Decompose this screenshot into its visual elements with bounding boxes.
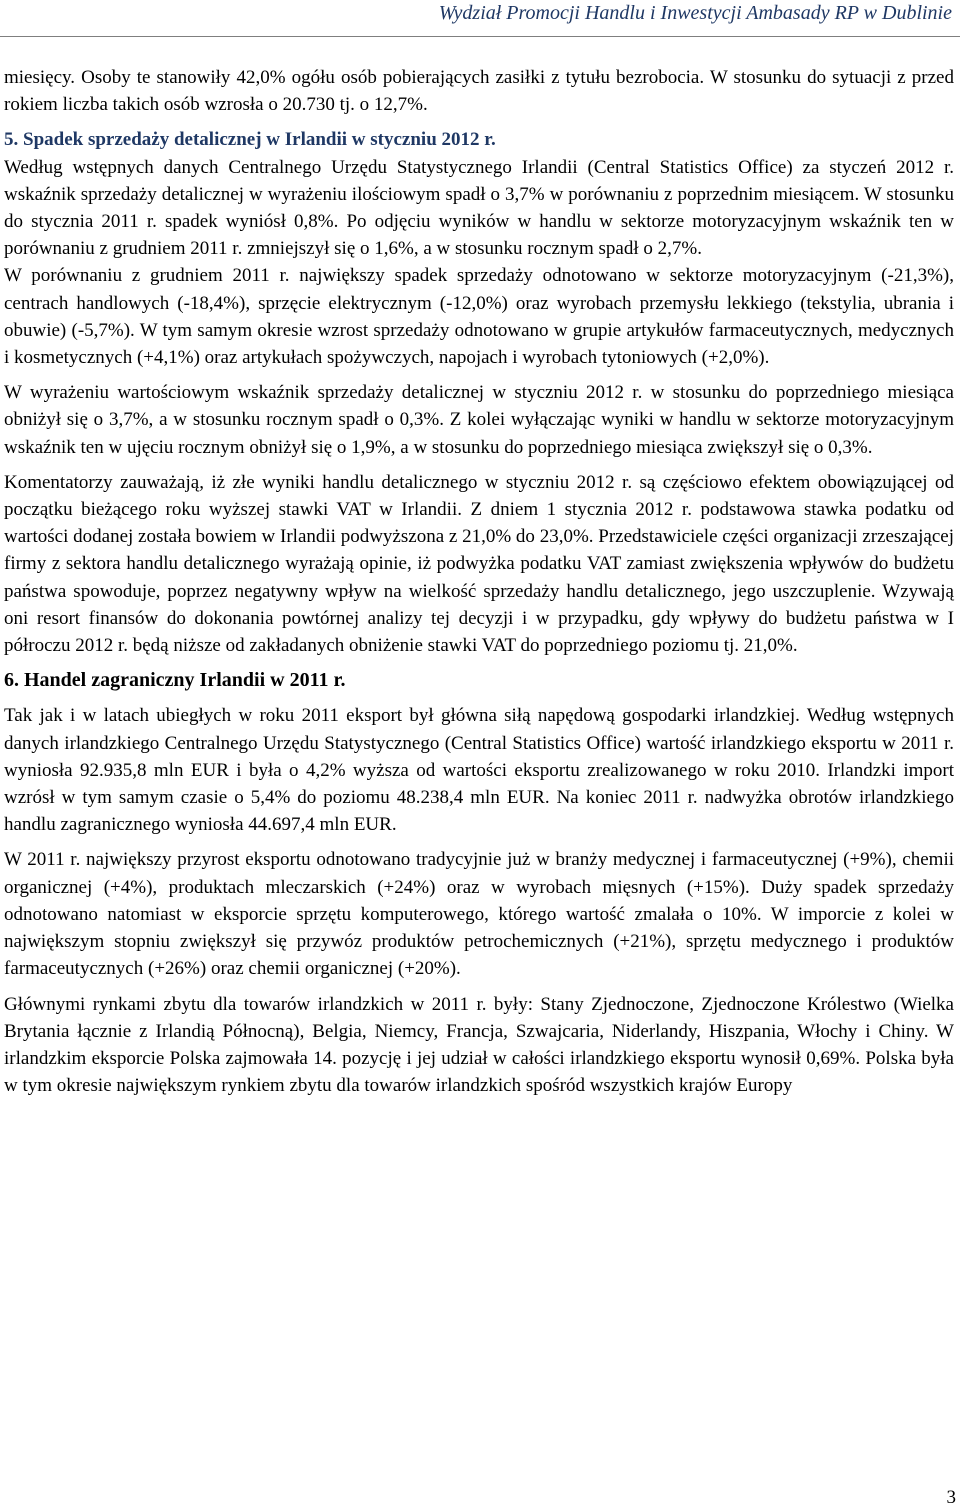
header-divider bbox=[0, 36, 960, 37]
paragraph-exports-overview: Tak jak i w latach ubiegłych w roku 2011 eksport był główna siłą napędową gospodarki irlandzkiej. Według wstępnych danych irlandzkiego Centralnego Urzędu Statystycznego (Central Statistics Office) wartość irlandzkiego eksportu w 2011 r. wyniosła 92.935,8 mln EUR i była o 4,2% wyższa od wartości eksportu zrealizowanego w roku 2010. Irlandzki import wzrósł w tym samym czasie o 5,4% do poziomu 48.238,4 mln EUR. Na koniec 2011 r. nadwyżka obrotów irlandzkiego handlu zagranicznego wyniosła 44.697,4 mln EUR. bbox=[4, 705, 954, 836]
page-header-title: Wydział Promocji Handlu i Inwestycji Ambasady RP w Dublinie bbox=[438, 2, 952, 24]
paragraph-export-markets: Głównymi rynkami zbytu dla towarów irlandzkich w 2011 r. były: Stany Zjednoczone, Zjednoczone Królestwo (Wielka Brytania łącznie z Irlandią Północną), Belgia, Niemcy, Francja, Szwajcaria, Niderlandy, Hiszpania, Włochy i Chiny. W irlandzkim eksporcie Polska zajmowała 14. pozycję i jej udział w całości irlandzkiego eksportu wynosił 0,69%. Polska była w tym okresie największym rynkiem zbytu dla towarów irlandzkich spośród wszystkich krajów Europy bbox=[4, 993, 954, 1097]
paragraph-retail-value: W wyrażeniu wartościowym wskaźnik sprzedaży detalicznej w styczniu 2012 r. w stosunku do poprzedniego miesiąca obniżył się o 3,7%, a w stosunku rocznym spadł o 0,3%. Z kolei wyłączając wyniki w handlu w sektorze motoryzacyjnym wskaźnik ten w ujęciu rocznym obniżył się o 1,9%, a w stosunku do poprzedniego miesiąca zwiększył się o 0,3%. bbox=[4, 382, 954, 458]
section-heading-6: 6. Handel zagraniczny Irlandii w 2011 r. bbox=[4, 669, 346, 692]
paragraph-vat-commentary: Komentatorzy zauważają, iż złe wyniki handlu detalicznego w styczniu 2012 r. są częściowo efektem obowiązującej od początku bieżącego roku wyższej stawki VAT w Irlandii. Z dniem 1 stycznia 2012 r. podstawowa stawka podatku od wartości dodanej została bowiem w Irlandii podwyższona z 21,0% do 23,0%. Przedstawiciele części organizacji zrzeszającej firmy z sektora handlu detalicznego wyrażają opinie, iż podwyżka podatku VAT zamiast zwiększenia wpływów do budżetu państwa spowoduje, poprzez negatywny wpływ na wielkość sprzedaży handlu detalicznego, jego uszczuplenie. Wzywają oni resort finansów do dokonania powtórnej analizy tej decyzji i w przypadku, gdy wpływy do budżetu państwa w I półroczu 2012 r. będą niższe od zakładanych obniżenie stawki VAT do poprzedniego poziomu tj. 21,0%. bbox=[4, 471, 954, 657]
page-number: 3 bbox=[946, 1487, 956, 1508]
paragraph-unemployment: miesięcy. Osoby te stanowiły 42,0% ogółu osób pobierających zasiłki z tytułu bezrobocia. W stosunku do sytuacji z przed rokiem liczba takich osób wzrosła o 20.730 tj. o 12,7%. bbox=[4, 67, 954, 116]
paragraph-retail-sectors: W porównaniu z grudniem 2011 r. największy spadek sprzedaży odnotowano w sektorze motoryzacyjnym (-21,3%), centrach handlowych (-18,4%), sprzęcie elektrycznym (-12,0%) oraz wyrobach przemysłu lekkiego (tekstylia, ubrania i obuwie) (-5,7%). W tym samym okresie wzrost sprzedaży odnotowano w grupie artykułów farmaceutycznych, medycznych i kosmetycznych (+4,1%) oraz artykułach spożywczych, napojach i wyrobach tytoniowych (+2,0%). bbox=[4, 265, 954, 369]
paragraph-retail-volume: Według wstępnych danych Centralnego Urzędu Statystycznego Irlandii (Central Statistics Office) za styczeń 2012 r. wskaźnik sprzedaży detalicznej w wyrażeniu ilościowym spadł o 3,7% w porównaniu z poprzednim miesiącem. W stosunku do stycznia 2011 r. spadek wyniósł 0,8%. Po odjęciu wyników w handlu w sektorze motoryzacyjnym wskaźnik ten w porównaniu z grudniem 2011 r. zmniejszył się o 1,6%, a w stosunku rocznym spadł o 2,7%. bbox=[4, 156, 954, 260]
paragraph-export-growth: W 2011 r. największy przyrost eksportu odnotowano tradycyjnie już w branży medycznej i farmaceutycznej (+9%), chemii organicznej (+4%), produktach mleczarskich (+24%) oraz w wyrobach mięsnych (+15%). Duży spadek sprzedaży odnotowano natomiast w eksporcie sprzętu komputerowego, którego wartość zmalała o 10%. W imporcie z kolei w największym stopniu zwiększył się przywóz produktów petrochemicznych (+21%), sprzętu medycznego i produktów farmaceutycznych (+26%) oraz chemii organicznej (+20%). bbox=[4, 849, 954, 980]
document-body bbox=[4, 64, 954, 1107]
section-heading-5: 5. Spadek sprzedaży detalicznej w Irlandii w styczniu 2012 r. bbox=[4, 129, 496, 151]
